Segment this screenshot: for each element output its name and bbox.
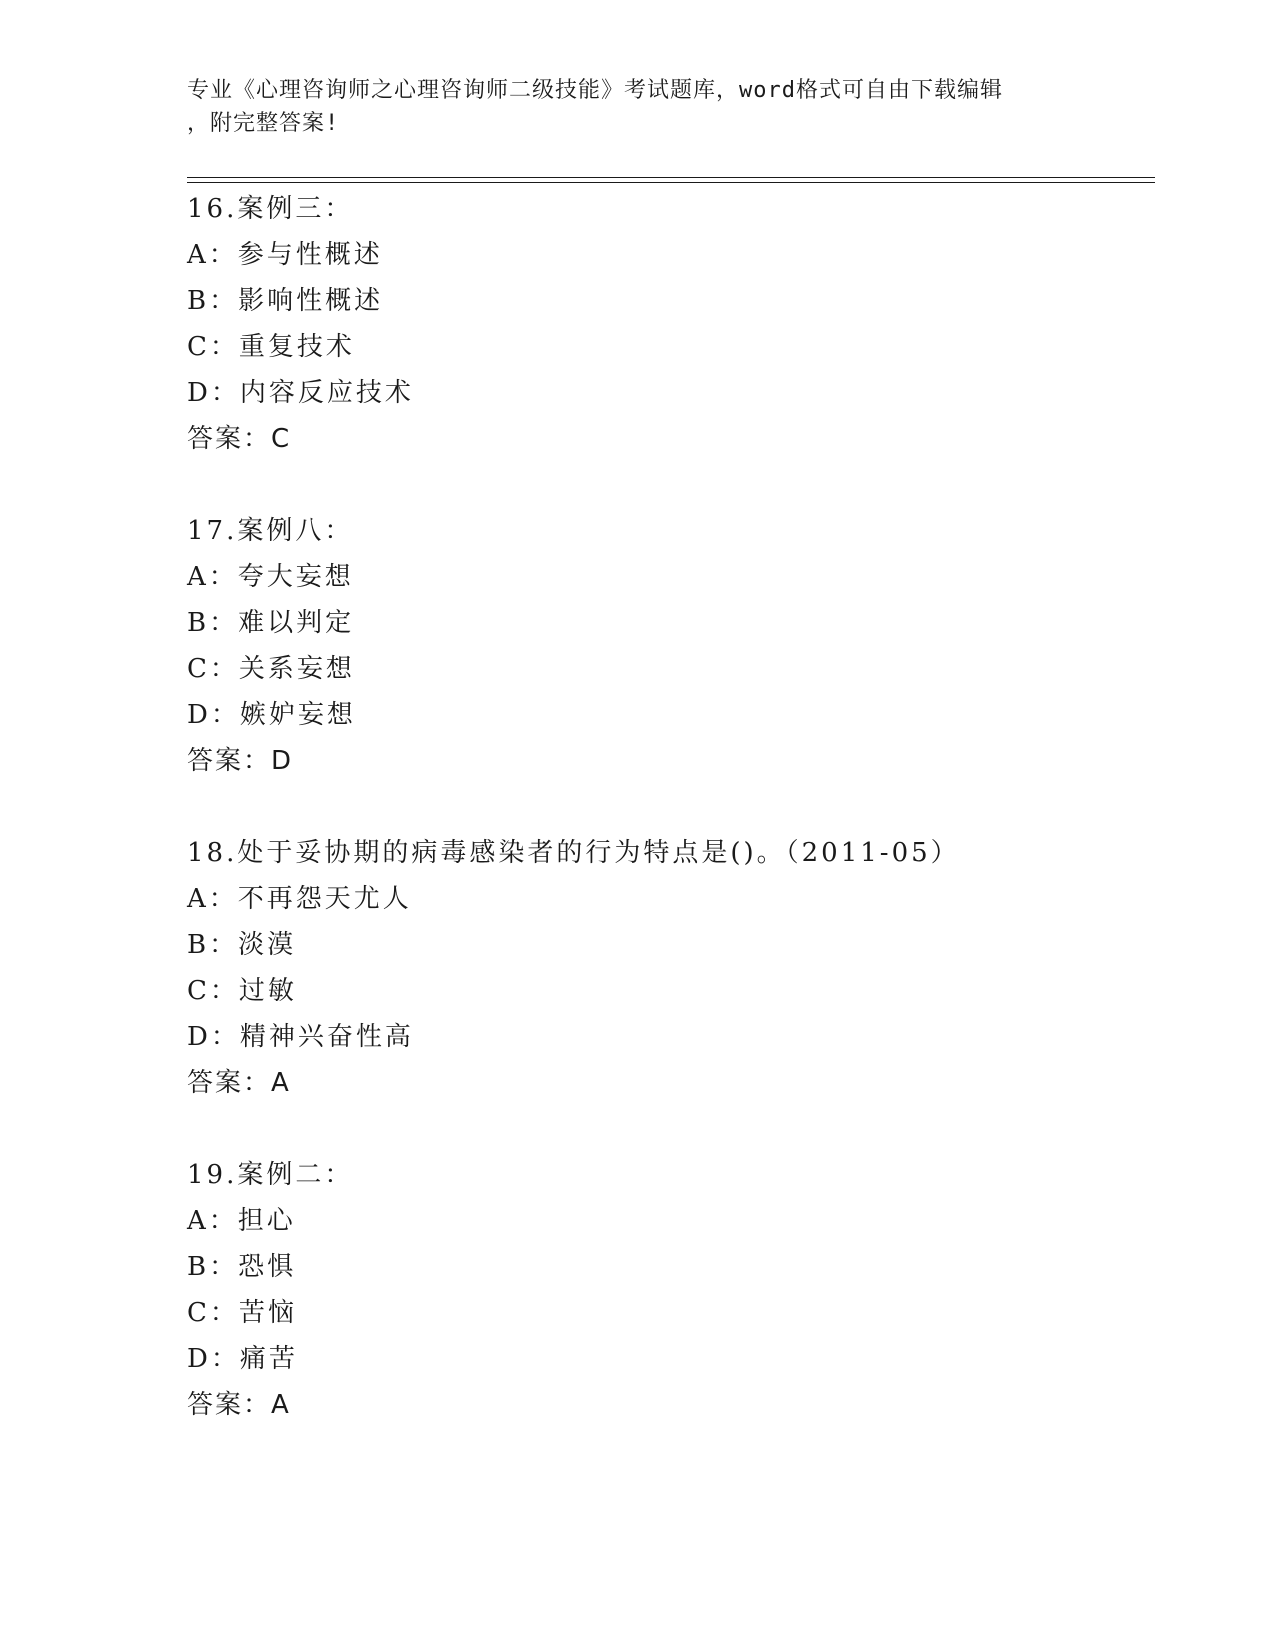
- option-a: A：不再怨天尤人: [187, 884, 412, 914]
- option-b: B：影响性概述: [187, 286, 384, 316]
- answer: 答案：C: [187, 424, 292, 454]
- option-d: D：精神兴奋性高: [187, 1022, 414, 1052]
- document-header: [187, 74, 1067, 140]
- header-divider-top: [187, 177, 1155, 178]
- question-list: [187, 186, 1147, 1474]
- option-b: B：难以判定: [187, 608, 355, 638]
- option-b: B：恐惧: [187, 1252, 297, 1282]
- answer: 答案：A: [187, 1390, 291, 1420]
- option-c: C：过敏: [187, 976, 297, 1006]
- header-line-1: 专业《心理咨询师之心理咨询师二级技能》考试题库，word格式可自由下载编辑: [187, 78, 1003, 103]
- question-18: [187, 830, 1147, 1106]
- option-a: A：夸大妄想: [187, 562, 354, 592]
- header-line-2: ，附完整答案!: [187, 111, 340, 136]
- question-17: [187, 508, 1147, 784]
- answer: 答案：D: [187, 746, 294, 776]
- option-d: D：痛苦: [187, 1344, 298, 1374]
- question-stem: 18.处于妥协期的病毒感染者的行为特点是()。（2011-05）: [187, 838, 960, 868]
- option-a: A：参与性概述: [187, 240, 383, 270]
- option-c: C：重复技术: [187, 332, 355, 362]
- question-19: [187, 1152, 1147, 1428]
- question-stem: 19.案例二：: [187, 1160, 354, 1190]
- question-stem: 16.案例三：: [187, 194, 354, 224]
- option-a: A：担心: [187, 1206, 296, 1236]
- option-c: C：苦恼: [187, 1298, 297, 1328]
- answer: 答案：A: [187, 1068, 291, 1098]
- header-divider-bottom: [187, 182, 1155, 183]
- question-stem: 17.案例八：: [187, 516, 354, 546]
- option-c: C：关系妄想: [187, 654, 355, 684]
- option-d: D：嫉妒妄想: [187, 700, 356, 730]
- question-16: [187, 186, 1147, 462]
- option-d: D：内容反应技术: [187, 378, 414, 408]
- option-b: B：淡漠: [187, 930, 297, 960]
